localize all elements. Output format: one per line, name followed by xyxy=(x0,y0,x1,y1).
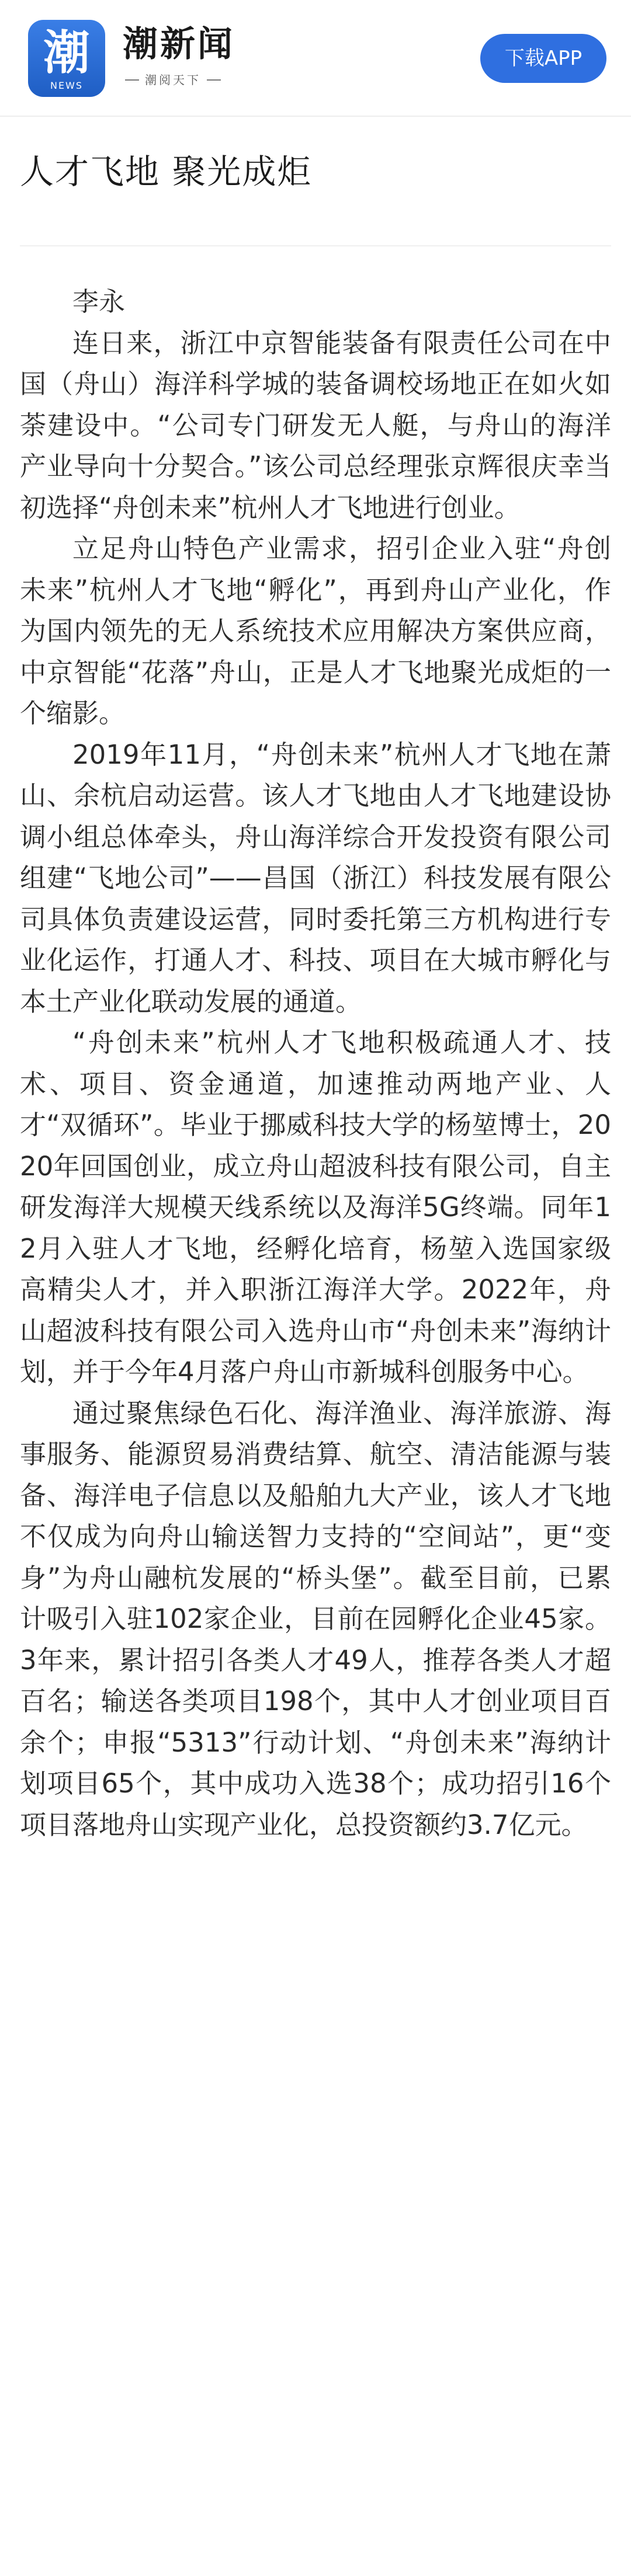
article-author: 李永 xyxy=(72,286,126,317)
article-paragraph: 连日来，浙江中京智能装备有限责任公司在中国（舟山）海洋科学城的装备调校场地正在如火如荼建设中。“公司专门研发无人艇，与舟山的海洋产业导向十分契合。”该公司总经理张京辉很庆幸当初选择“舟创未来”杭州人才飞地进行创业。 xyxy=(20,327,611,523)
app-header xyxy=(0,0,631,117)
slogan-line-left xyxy=(125,79,139,81)
article-paragraph: 通过聚焦绿色石化、海洋渔业、海洋旅游、海事服务、能源贸易消费结算、航空、清洁能源与装备、海洋电子信息以及船舶九大产业，该人才飞地不仅成为向舟山输送智力支持的“空间站”，更“变身”为舟山融杭发展的“桥头堡”。截至目前，已累计吸引入驻102家企业，目前在园孵化企业45家。3年来，累计招引各类人才49人，推荐各类人才超百名；输送各类项目198个，其中人才创业项目百余个；申报“5313”行动计划、“舟创未来”海纳计划项目65个，其中成功入选38个；成功招引16个项目落地舟山实现产业化，总投资额约3.7亿元。 xyxy=(20,1397,611,1840)
article-title: 人才飞地 聚光成炬 xyxy=(20,152,313,192)
logo-char: 潮 xyxy=(43,25,90,80)
slogan-line-right xyxy=(207,79,221,81)
article-body xyxy=(20,281,611,1846)
article-paragraph: “舟创未来”杭州人才飞地积极疏通人才、技术、项目、资金通道，加速推动两地产业、人才“双循环”。毕业于挪威科技大学的杨堃博士，2020年回国创业，成立舟山超波科技有限公司，自主研发海洋大规模天线系统以及海洋5G终端。同年12月入驻人才飞地，经孵化培育，杨堃入选国家级高精尖人才，并入职浙江海洋大学。2022年，舟山超波科技有限公司入选舟山市“舟创未来”海纳计划，并于今年4月落户舟山市新城科创服务中心。 xyxy=(20,1027,611,1387)
brand-slogan-row xyxy=(125,72,221,88)
brand-slogan: 潮阅天下 xyxy=(145,73,201,87)
article-paragraph: 2019年11月，“舟创未来”杭州人才飞地在萧山、余杭启动运营。该人才飞地由人才飞地建设协调小组总体牵头，舟山海洋综合开发投资有限公司组建“飞地公司”——昌国（浙江）科技发展有限公司具体负责建设运营，同时委托第三方机构进行专业化运作，打通人才、科技、项目在大城市孵化与本土产业化联动发展的通道。 xyxy=(20,739,611,1017)
title-divider xyxy=(20,245,611,246)
brand-name: 潮新闻 xyxy=(123,24,235,65)
download-app-button[interactable]: 下载APP xyxy=(480,34,606,83)
app-logo[interactable] xyxy=(28,20,105,97)
logo-news-text: NEWS xyxy=(50,80,84,91)
article-paragraph: 立足舟山特色产业需求，招引企业入驻“舟创未来”杭州人才飞地“孵化”，再到舟山产业化，作为国内领先的无人系统技术应用解决方案供应商，中京智能“花落”舟山，正是人才飞地聚光成炬的一个缩影。 xyxy=(20,533,611,729)
